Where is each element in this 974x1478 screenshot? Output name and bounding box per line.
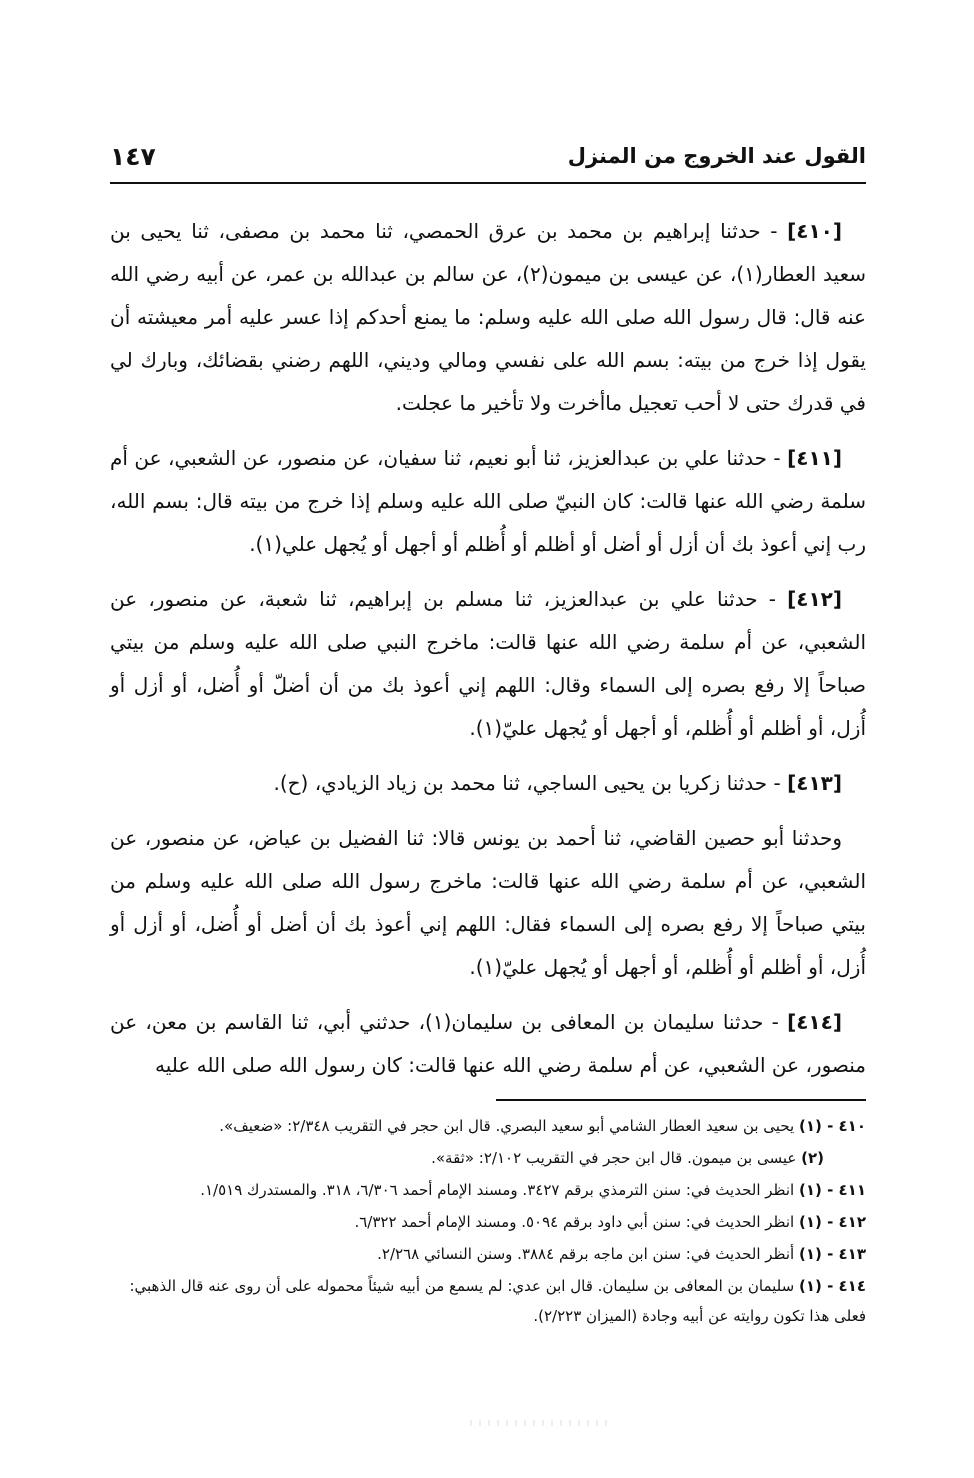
footnote-411-1 [110,1175,866,1205]
hadith-text: وحدثنا أبو حصين القاضي، ثنا أحمد بن يونس قالا: ثنا الفضيل بن عياض، عن منصور، عن الشعبي، عن أم سلمة رضي الله عنها قالت: ماخرج رسول الله صلى الله عليه وسلم من بيتي صباحاً إلا رفع بصره إلى السماء فقال: اللهم إني أعوذ بك أن أضل أو أُضل، أو أزل أو أُزل، أو أظلم أو أُظلم، أو أجهل أو يُجهل عليّ(١). [110,826,866,979]
hadith-412 [110,578,866,750]
hadith-number: [٤١٤] [787,1010,842,1034]
footnote-text: أنظر الحديث في: سنن ابن ماجه برقم ٣٨٨٤. وسنن النسائي ٢/٢٦٨. [377,1245,795,1263]
footnotes [110,1111,866,1331]
scan-specks [470,1420,610,1426]
footnote-number: ٤١٤ - (١) [798,1277,866,1295]
footnote-number: ٤١٢ - (١) [798,1213,866,1231]
hadith-413-continued [110,817,866,989]
hadith-text: - حدثنا سليمان بن المعافى بن سليمان(١)، حدثني أبي، ثنا القاسم بن معن، عن منصور، عن الشعبي، عن أم سلمة رضي الله عنها قالت: كان رسول الله صلى الله عليه [110,1010,866,1077]
footnote-number: ٤١١ - (١) [798,1181,866,1199]
footnote-410-2 [110,1143,866,1173]
footnote-number: ٤١٠ - (١) [798,1117,866,1135]
footnote-divider [496,1099,866,1101]
footnote-text: عيسى بن ميمون. قال ابن حجر في التقريب ٢/١٠٢: «ثقة». [431,1149,797,1167]
hadith-number: [٤١٠] [787,219,842,243]
footnote-413-1 [110,1239,866,1269]
hadith-text: - حدثنا زكريا بن يحيى الساجي، ثنا محمد بن زياد الزيادي، (ح). [273,771,781,795]
hadith-number: [٤١١] [787,446,842,470]
page-header [110,140,866,184]
hadith-410 [110,210,866,425]
hadith-text: - حدثنا إبراهيم بن محمد بن عرق الحمصي، ثنا محمد بن مصفى، ثنا يحيى بن سعيد العطار(١)، عن عيسى بن ميمون(٢)، عن سالم بن عبدالله بن عمر، عن أبيه رضي الله عنه قال: قال رسول الله صلى الله عليه وسلم: ما يمنع أحدكم إذا عسر عليه أمر معيشته أن يقول إذا خرج من بيته: بسم الله على نفسي ومالي وديني، اللهم رضني بقضائك، وبارك لي في قدرك حتى لا أحب تعجيل ماأخرت ولا تأخير ما عجلت. [110,219,867,415]
footnote-414-1 [110,1271,866,1331]
hadith-number: [٤١٢] [787,587,843,611]
footnote-number: ٤١٣ - (١) [798,1245,866,1263]
body-text [110,210,866,1087]
hadith-411 [110,437,866,566]
hadith-text: - حدثنا علي بن عبدالعزيز، ثنا مسلم بن إبراهيم، ثنا شعبة، عن منصور، عن الشعبي، عن أم سلمة رضي الله عنها قالت: ماخرج النبي صلى الله عليه وسلم من بيتي صباحاً إلا رفع بصره إلى السماء وقال: اللهم إني أعوذ بك من أن أضلّ أو أُضل، أو أزل أو أُزل، أو أظلم أو أُظلم، أو أجهل أو يُجهل عليّ(١). [110,587,866,740]
hadith-number: [٤١٣] [787,771,842,795]
book-page [110,140,866,1333]
page-number: ١٤٧ [110,142,156,171]
footnote-text: انظر الحديث في: سنن الترمذي برقم ٣٤٢٧. ومسند الإمام أحمد ٦/٣٠٦، ٣١٨. والمستدرك ١/٥١٩. [200,1181,795,1199]
footnote-text: يحيى بن سعيد العطار الشامي أبو سعيد البصري. قال ابن حجر في التقريب ٢/٣٤٨: «ضعيف». [219,1117,795,1135]
hadith-413 [110,762,866,805]
footnote-text: انظر الحديث في: سنن أبي داود برقم ٥٠٩٤. ومسند الإمام أحمد ٦/٣٢٢. [354,1213,795,1231]
hadith-text: - حدثنا علي بن عبدالعزيز، ثنا أبو نعيم، ثنا سفيان، عن منصور، عن الشعبي، عن أم سلمة رضي الله عنها قالت: كان النبيّ صلى الله عليه وسلم إذا خرج من بيته قال: بسم الله، رب إني أعوذ بك أن أزل أو أضل أو أظلم أو أُظلم أو أجهل أو يُجهل علي(١). [110,446,866,556]
footnote-410-1 [110,1111,866,1141]
hadith-414 [110,1001,866,1087]
running-title: القول عند الخروج من المنزل [567,144,866,168]
footnote-number: (٢) [801,1149,824,1167]
footnote-text: سليمان بن المعافى بن سليمان. قال ابن عدي: لم يسمع من أبيه شيئاً محموله على أن روى عنه قال الذهبي: فعلى هذا تكون روايته عن أبيه وجادة (الميزان ٢/٢٢٣). [129,1277,866,1325]
footnote-412-1 [110,1207,866,1237]
